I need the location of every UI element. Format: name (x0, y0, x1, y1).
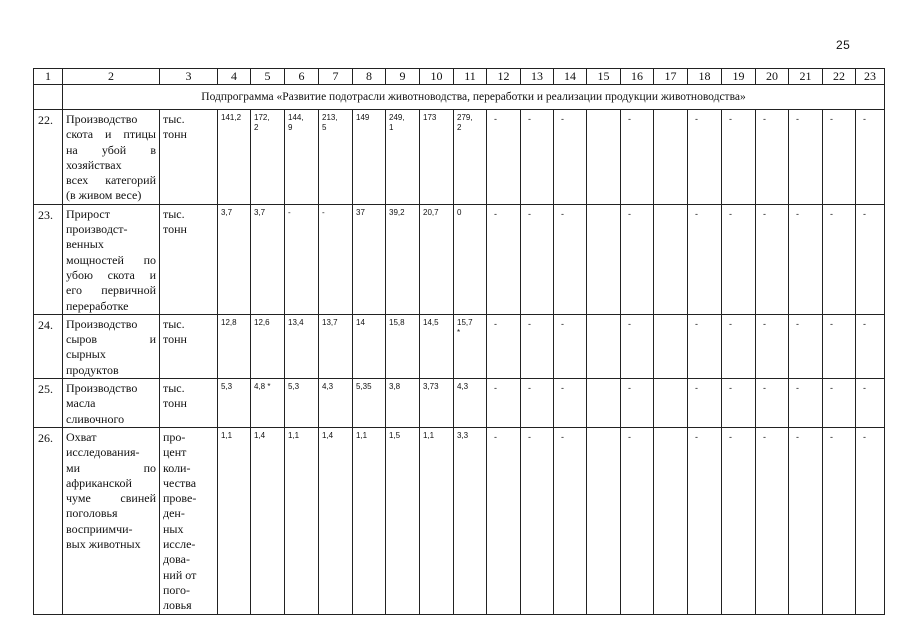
name-line: скота и птицы (66, 127, 156, 142)
value-text: 4,3 (457, 382, 469, 392)
value-text: 39,2 (389, 207, 405, 217)
empty-value-cell: - (756, 379, 789, 428)
empty-value-cell: - (487, 314, 521, 378)
indicator-name (63, 110, 160, 205)
value-text: 3,3 (457, 430, 469, 440)
name-line: на убой в (66, 142, 156, 157)
empty-value-cell: - (789, 204, 823, 314)
unit-line: пого- (163, 582, 191, 597)
subprogram-row (34, 85, 885, 110)
value-cell (218, 204, 251, 314)
name-line: Производство (66, 112, 138, 126)
value-cell (218, 110, 251, 205)
empty-value-cell: - (756, 314, 789, 378)
header-cell-9: 9 (386, 69, 420, 85)
value-cell (285, 427, 319, 614)
value-cell (218, 314, 251, 378)
value-text: 37 (356, 207, 365, 217)
value-text: 1,5 (389, 430, 401, 440)
name-line: продуктов (66, 362, 119, 377)
empty-value-cell: - (521, 379, 554, 428)
empty-value-cell: - (856, 379, 885, 428)
value-cell (386, 314, 420, 378)
empty-value-cell: - (722, 379, 756, 428)
value-text: 1,1 (423, 430, 435, 440)
empty-value-cell: - (823, 427, 856, 614)
empty-value-cell (587, 427, 621, 614)
value-cell (353, 204, 386, 314)
unit-line: цент (163, 445, 187, 460)
name-line: убою скота и (66, 267, 156, 282)
name-line: Производство (66, 381, 138, 396)
name-line: переработке (66, 298, 129, 313)
value-cell (319, 110, 353, 205)
empty-value-cell: - (621, 204, 654, 314)
value-cell (218, 427, 251, 614)
value-text: 4,8 * (254, 382, 271, 392)
row-number: 24. (34, 314, 63, 378)
unit-line: тонн (163, 127, 187, 142)
empty-value-cell: - (621, 379, 654, 428)
empty-value-cell: - (789, 427, 823, 614)
empty-value-cell: - (756, 110, 789, 205)
name-line: ми по (66, 460, 156, 475)
unit-line: дова- (163, 552, 190, 567)
name-line: масла (66, 396, 96, 411)
empty-value-cell: - (789, 314, 823, 378)
unit-line: ных (163, 521, 184, 536)
value-cell (353, 314, 386, 378)
unit-line: про- (163, 429, 186, 444)
table-row (34, 110, 885, 205)
name-line: венных (66, 237, 104, 252)
value-cell (454, 314, 487, 378)
value-cell (285, 110, 319, 205)
name-line: сырных (66, 347, 106, 362)
unit-line: тыс. (163, 112, 185, 126)
header-cell-11: 11 (454, 69, 487, 85)
row-number: 22. (34, 110, 63, 205)
name-line: сливочного (66, 411, 125, 426)
empty-value-cell: - (722, 204, 756, 314)
value-cell (420, 314, 454, 378)
value-text: 249, (389, 113, 405, 122)
empty-value-cell: - (856, 314, 885, 378)
name-line: сыров и (66, 332, 156, 347)
empty-value-cell: - (487, 427, 521, 614)
empty-value-cell: - (621, 427, 654, 614)
empty-value-cell: - (521, 110, 554, 205)
name-line: чуме свиней (66, 491, 156, 506)
value-text: 20,7 (423, 207, 439, 217)
value-text: 12,6 (254, 317, 270, 327)
header-cell-23: 23 (856, 69, 885, 85)
empty-value-cell: - (688, 204, 722, 314)
value-cell (454, 204, 487, 314)
unit-line: тонн (163, 396, 187, 411)
empty-value-cell: - (756, 427, 789, 614)
empty-value-cell: - (823, 379, 856, 428)
name-line: всех категорий (66, 173, 156, 188)
name-line: восприимчи- (66, 521, 133, 536)
empty-value-cell: - (856, 204, 885, 314)
empty-value-cell: - (823, 314, 856, 378)
empty-value-cell: - (856, 110, 885, 205)
header-cell-4: 4 (218, 69, 251, 85)
empty-value-cell (654, 314, 688, 378)
value-text: 9 (288, 123, 293, 132)
unit-line: тыс. (163, 381, 185, 396)
empty-value-cell: - (688, 314, 722, 378)
value-text: 172, (254, 113, 270, 122)
empty-value-cell: - (554, 379, 587, 428)
empty-value-cell: - (789, 110, 823, 205)
empty-value-cell: - (756, 204, 789, 314)
empty-value-cell: - (487, 204, 521, 314)
value-text: 1,4 (254, 430, 266, 440)
empty-value-cell (587, 110, 621, 205)
value-cell (319, 314, 353, 378)
value-text: 279, (457, 113, 473, 122)
value-cell (386, 379, 420, 428)
value-text: 14,5 (423, 317, 439, 327)
unit-line: тыс. (163, 206, 185, 221)
subprogram-title: Подпрограмма «Развитие подотрасли животноводства, переработки и реализации продукции животноводства» (63, 85, 885, 110)
row-number: 23. (34, 204, 63, 314)
value-cell (251, 204, 285, 314)
value-text: 1 (389, 123, 394, 132)
name-line: производст- (66, 222, 128, 237)
value-text: 3,7 (221, 207, 233, 217)
value-cell (420, 204, 454, 314)
empty-value-cell: - (722, 427, 756, 614)
value-cell (251, 314, 285, 378)
header-cell-5: 5 (251, 69, 285, 85)
empty-value-cell: - (621, 110, 654, 205)
name-line: мощностей по (66, 252, 156, 267)
value-text: 5,35 (356, 382, 372, 392)
empty-value-cell: - (688, 379, 722, 428)
unit-line: прове- (163, 491, 197, 506)
value-text: 141,2 (221, 113, 242, 122)
empty-value-cell: - (521, 427, 554, 614)
empty-value-cell (654, 379, 688, 428)
value-cell (251, 427, 285, 614)
table-row (34, 379, 885, 428)
indicator-name (63, 314, 160, 378)
table-row (34, 204, 885, 314)
empty-value-cell: - (554, 110, 587, 205)
value-text: 4,3 (322, 382, 334, 392)
name-line: поголовья (66, 506, 118, 521)
empty-value-cell: - (823, 204, 856, 314)
value-text: 13,7 (322, 317, 338, 327)
page-number: 25 (836, 38, 851, 52)
header-cell-20: 20 (756, 69, 789, 85)
value-text: 13,4 (288, 317, 304, 327)
subprogram-left-cell (34, 85, 63, 110)
name-line: африканской (66, 475, 132, 490)
empty-value-cell (654, 427, 688, 614)
value-text: 1,1 (356, 430, 368, 440)
empty-value-cell: - (688, 110, 722, 205)
indicator-name (63, 427, 160, 614)
value-cell (285, 204, 319, 314)
header-cell-1: 1 (34, 69, 63, 85)
header-cell-14: 14 (554, 69, 587, 85)
table-row (34, 314, 885, 378)
value-cell (353, 379, 386, 428)
header-cell-13: 13 (521, 69, 554, 85)
unit-line: ний от (163, 567, 197, 582)
header-cell-3: 3 (160, 69, 218, 85)
value-cell (251, 110, 285, 205)
value-cell (353, 427, 386, 614)
name-line: Прирост (66, 206, 110, 221)
value-text: 149 (356, 113, 370, 122)
value-text: 1,1 (288, 430, 300, 440)
value-text: 144, (288, 113, 304, 122)
value-text: 3,73 (423, 382, 439, 392)
indicator-table (33, 68, 885, 615)
empty-value-cell: - (487, 110, 521, 205)
value-text: 3,8 (389, 382, 401, 392)
value-cell (285, 379, 319, 428)
header-cell-8: 8 (353, 69, 386, 85)
value-text: 14 (356, 317, 365, 327)
header-cell-6: 6 (285, 69, 319, 85)
header-cell-15: 15 (587, 69, 621, 85)
empty-value-cell (654, 204, 688, 314)
name-line: хозяйствах (66, 157, 122, 172)
row-number: 25. (34, 379, 63, 428)
unit-of-measure (160, 379, 218, 428)
value-text: 173 (423, 113, 437, 122)
unit-line: ловья (163, 598, 192, 613)
header-cell-12: 12 (487, 69, 521, 85)
value-text: 2 (457, 123, 462, 132)
table-row (34, 427, 885, 614)
empty-value-cell: - (688, 427, 722, 614)
unit-line: чества (163, 475, 197, 490)
value-text: 15,7 (457, 317, 473, 327)
value-cell (319, 379, 353, 428)
value-text: 1,1 (221, 430, 233, 440)
indicator-name (63, 379, 160, 428)
empty-value-cell (587, 379, 621, 428)
unit-of-measure (160, 314, 218, 378)
value-text: - (288, 207, 291, 217)
value-cell (386, 110, 420, 205)
unit-line: тонн (163, 332, 187, 347)
value-cell (420, 379, 454, 428)
unit-line: ден- (163, 506, 185, 521)
empty-value-cell: - (554, 314, 587, 378)
empty-value-cell: - (856, 427, 885, 614)
name-line: исследования- (66, 445, 140, 460)
empty-value-cell: - (554, 204, 587, 314)
empty-value-cell: - (722, 314, 756, 378)
value-cell (319, 427, 353, 614)
empty-value-cell: - (621, 314, 654, 378)
empty-value-cell (654, 110, 688, 205)
unit-of-measure (160, 110, 218, 205)
indicator-name (63, 204, 160, 314)
header-cell-18: 18 (688, 69, 722, 85)
header-cell-16: 16 (621, 69, 654, 85)
value-cell (386, 427, 420, 614)
value-cell (319, 204, 353, 314)
header-cell-22: 22 (823, 69, 856, 85)
header-cell-19: 19 (722, 69, 756, 85)
value-cell (386, 204, 420, 314)
table-body (34, 69, 885, 615)
value-text: 5 (322, 123, 327, 132)
name-line: его первичной (66, 283, 156, 298)
name-line: Производство (66, 316, 138, 331)
header-cell-2: 2 (63, 69, 160, 85)
empty-value-cell: - (554, 427, 587, 614)
value-text: - (322, 207, 325, 217)
unit-of-measure (160, 204, 218, 314)
header-cell-17: 17 (654, 69, 688, 85)
name-line: вых животных (66, 537, 141, 552)
name-line: Охват (66, 429, 97, 444)
value-cell (420, 427, 454, 614)
value-text: 12,8 (221, 317, 237, 327)
value-cell (218, 379, 251, 428)
value-cell (285, 314, 319, 378)
value-cell (454, 427, 487, 614)
value-cell (353, 110, 386, 205)
row-number: 26. (34, 427, 63, 614)
empty-value-cell: - (521, 204, 554, 314)
header-cell-10: 10 (420, 69, 454, 85)
value-cell (454, 110, 487, 205)
value-text: 0 (457, 207, 462, 217)
unit-of-measure (160, 427, 218, 614)
header-cell-21: 21 (789, 69, 823, 85)
empty-value-cell: - (521, 314, 554, 378)
value-text: 213, (322, 113, 338, 122)
value-cell (420, 110, 454, 205)
empty-value-cell: - (487, 379, 521, 428)
header-cell-7: 7 (319, 69, 353, 85)
header-row (34, 69, 885, 85)
unit-line: тыс. (163, 316, 185, 331)
value-text: 3,7 (254, 207, 266, 217)
unit-line: тонн (163, 222, 187, 237)
value-cell (251, 379, 285, 428)
value-text: 2 (254, 123, 259, 132)
value-text: 1,4 (322, 430, 334, 440)
empty-value-cell (587, 314, 621, 378)
name-line: (в живом весе) (66, 188, 142, 203)
empty-value-cell: - (789, 379, 823, 428)
value-text: 5,3 (221, 382, 233, 392)
value-text: 15,8 (389, 317, 405, 327)
value-text: * (457, 327, 461, 337)
empty-value-cell: - (722, 110, 756, 205)
value-text: 5,3 (288, 382, 300, 392)
empty-value-cell: - (823, 110, 856, 205)
value-cell (454, 379, 487, 428)
empty-value-cell (587, 204, 621, 314)
unit-line: иссле- (163, 537, 196, 552)
unit-line: коли- (163, 460, 191, 475)
